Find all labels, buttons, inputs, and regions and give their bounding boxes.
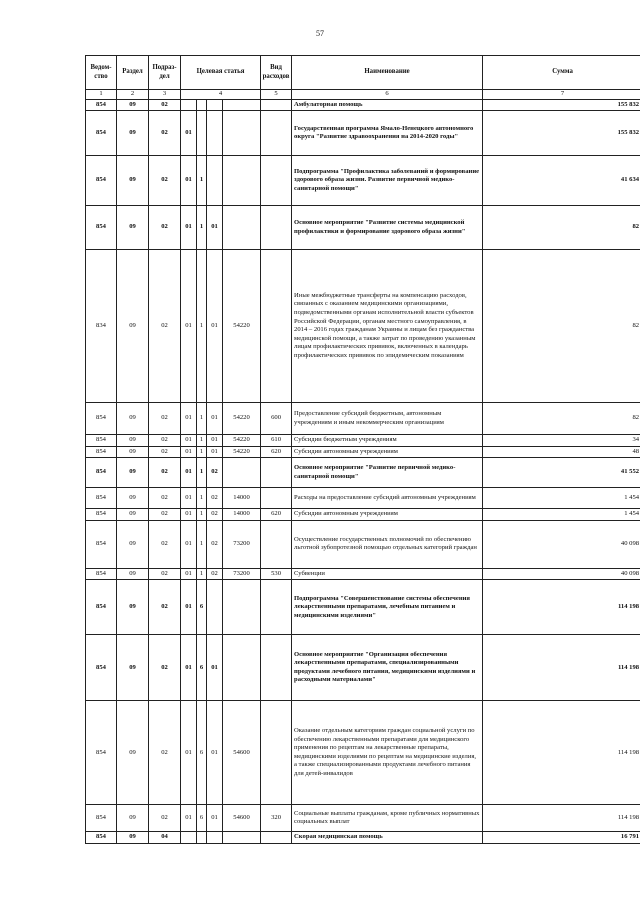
cell-naimenovanie: Субсидии автономным учреждениям [292,446,483,458]
cell-vid-rashodov [261,250,292,403]
cell-summa: 155 832 [483,111,640,156]
cell-naimenovanie: Субсидии бюджетным учреждениям [292,435,483,447]
cell-vid-rashodov [261,520,292,568]
cell-subprogram [197,111,207,156]
header-podrazdel: Подраз-дел [149,56,181,90]
cell-naimenovanie: Социальные выплаты гражданам, кроме публичных нормативных социальных выплат [292,805,483,832]
cell-vid-rashodov [261,580,292,635]
cell-event [207,832,223,844]
cell-event: 02 [207,458,223,488]
cell-podrazdel: 04 [149,832,181,844]
cell-subprogram: 1 [197,458,207,488]
cell-direction [223,99,261,111]
cell-subprogram: 1 [197,206,207,250]
cell-event: 02 [207,568,223,580]
cell-podrazdel: 02 [149,635,181,701]
cell-subprogram: 1 [197,156,207,206]
cell-direction [223,458,261,488]
cell-event: 01 [207,403,223,435]
cell-vedomstvo: 854 [86,701,117,805]
cell-subprogram: 6 [197,805,207,832]
cell-summa: 40 098 [483,568,640,580]
cell-program: 01 [181,568,197,580]
cell-program: 01 [181,111,197,156]
cell-direction: 73200 [223,568,261,580]
cell-program: 01 [181,403,197,435]
cell-vid-rashodov [261,458,292,488]
cell-naimenovanie: Расходы на предоставление субсидий автономным учреждениям [292,488,483,509]
table-row [86,488,640,509]
cell-event: 02 [207,509,223,521]
cell-vid-rashodov [261,99,292,111]
cell-vid-rashodov: 320 [261,805,292,832]
cell-razdel: 09 [117,403,149,435]
table-row [86,635,640,701]
cell-vedomstvo: 854 [86,635,117,701]
cell-direction: 54600 [223,701,261,805]
cell-naimenovanie: Амбулаторная помощь [292,99,483,111]
cell-program: 01 [181,206,197,250]
cell-podrazdel: 02 [149,568,181,580]
col-number: 5 [261,90,292,100]
cell-subprogram: 1 [197,520,207,568]
cell-summa: 82 [483,250,640,403]
cell-direction [223,156,261,206]
table-row [86,580,640,635]
cell-razdel: 09 [117,701,149,805]
cell-subprogram: 6 [197,701,207,805]
cell-vedomstvo: 854 [86,99,117,111]
cell-direction: 54220 [223,403,261,435]
cell-summa: 114 198 [483,805,640,832]
cell-razdel: 09 [117,635,149,701]
cell-event: 01 [207,435,223,447]
cell-naimenovanie: Субвенции [292,568,483,580]
cell-vedomstvo: 834 [86,250,117,403]
cell-direction: 14000 [223,488,261,509]
col-number: 3 [149,90,181,100]
cell-subprogram [197,832,207,844]
cell-vid-rashodov: 620 [261,446,292,458]
col-number: 4 [181,90,261,100]
cell-subprogram: 1 [197,488,207,509]
cell-program: 01 [181,580,197,635]
page-number: 57 [316,29,324,38]
cell-program: 01 [181,635,197,701]
cell-direction: 73200 [223,520,261,568]
cell-razdel: 09 [117,458,149,488]
cell-event: 01 [207,635,223,701]
cell-vedomstvo: 854 [86,206,117,250]
cell-event [207,111,223,156]
cell-event: 01 [207,250,223,403]
table-row [86,403,640,435]
table-row [86,446,640,458]
cell-direction: 54220 [223,435,261,447]
cell-podrazdel: 02 [149,701,181,805]
cell-subprogram: 6 [197,635,207,701]
cell-program: 01 [181,488,197,509]
cell-naimenovanie: Основное мероприятие "Развитие системы медицинской профилактики и формирование здорового образа жизни" [292,206,483,250]
cell-razdel: 09 [117,832,149,844]
cell-program: 01 [181,446,197,458]
header-summa: Сумма [483,56,640,90]
col-number: 2 [117,90,149,100]
table-row [86,111,640,156]
cell-summa: 114 198 [483,701,640,805]
cell-razdel: 09 [117,509,149,521]
cell-razdel: 09 [117,488,149,509]
cell-podrazdel: 02 [149,580,181,635]
numbering-row [86,90,640,100]
cell-razdel: 09 [117,580,149,635]
cell-vid-rashodov: 620 [261,509,292,521]
header-vid-rashodov: Вид расходов [261,56,292,90]
cell-subprogram: 1 [197,250,207,403]
cell-vedomstvo: 854 [86,520,117,568]
cell-event: 01 [207,805,223,832]
cell-razdel: 09 [117,520,149,568]
cell-summa: 82 [483,403,640,435]
header-vedomstvo: Ведом-ство [86,56,117,90]
cell-summa: 16 791 [483,832,640,844]
cell-podrazdel: 02 [149,458,181,488]
cell-naimenovanie: Подпрограмма "Профилактика заболеваний и формирование здорового образа жизни. Развитие первичной медико-санитарной помощи" [292,156,483,206]
cell-event: 01 [207,701,223,805]
cell-subprogram: 6 [197,580,207,635]
cell-direction [223,111,261,156]
cell-naimenovanie: Предоставление субсидий бюджетным, автономным учреждениям и иным некоммерческим организациям [292,403,483,435]
cell-vedomstvo: 854 [86,568,117,580]
cell-summa: 41 552 [483,458,640,488]
cell-naimenovanie: Основное мероприятие "Развитие первичной медико-санитарной помощи" [292,458,483,488]
cell-vid-rashodov [261,832,292,844]
cell-razdel: 09 [117,206,149,250]
cell-program: 01 [181,458,197,488]
cell-vedomstvo: 854 [86,435,117,447]
cell-naimenovanie: Государственная программа Ямало-Ненецкого автономного округа "Развитие здравоохранения на 2014-2020 годы" [292,111,483,156]
table-row [86,206,640,250]
cell-naimenovanie: Скорая медицинская помощь [292,832,483,844]
cell-direction [223,635,261,701]
cell-vedomstvo: 854 [86,111,117,156]
cell-event [207,99,223,111]
cell-podrazdel: 02 [149,520,181,568]
cell-subprogram: 1 [197,568,207,580]
cell-program [181,832,197,844]
budget-table [85,55,640,844]
cell-naimenovanie: Осуществление государственных полномочий по обеспечению льготной зубопротезной помощью отдельных категорий граждан [292,520,483,568]
header-row [86,56,640,90]
cell-vedomstvo: 854 [86,509,117,521]
cell-vid-rashodov [261,635,292,701]
cell-razdel: 09 [117,805,149,832]
cell-program: 01 [181,156,197,206]
cell-naimenovanie: Иные межбюджетные трансферты на компенсацию расходов, связанных с оказанием медицинскими организациями, подведомственными органам исполнительной власти субъектов Российской Федерации, органам местного самоуправления, в 2014 – 2016 годах гражданам Украины и лицам без гражданства медицинской помощи, а также затрат по проведению указанным лицам профилактических прививок, включенных в календарь профилактических прививок по эпидемическим показаниям [292,250,483,403]
cell-podrazdel: 02 [149,805,181,832]
cell-subprogram: 1 [197,446,207,458]
table-row [86,701,640,805]
header-naimenovanie: Наименование [292,56,483,90]
header-celevaya-statya: Целевая статья [181,56,261,90]
cell-vid-rashodov [261,488,292,509]
table-row [86,156,640,206]
cell-vid-rashodov: 610 [261,435,292,447]
cell-vid-rashodov: 600 [261,403,292,435]
cell-direction [223,206,261,250]
table-row [86,568,640,580]
cell-summa: 1 454 [483,488,640,509]
cell-podrazdel: 02 [149,111,181,156]
cell-program: 01 [181,805,197,832]
col-number: 7 [483,90,640,100]
cell-summa: 34 [483,435,640,447]
cell-naimenovanie: Субсидии автономным учреждениям [292,509,483,521]
cell-podrazdel: 02 [149,156,181,206]
table-row [86,509,640,521]
cell-vedomstvo: 854 [86,403,117,435]
cell-summa: 155 832 [483,99,640,111]
cell-program: 01 [181,509,197,521]
col-number: 6 [292,90,483,100]
cell-direction: 54220 [223,250,261,403]
cell-vedomstvo: 854 [86,805,117,832]
cell-program: 01 [181,435,197,447]
table-row [86,805,640,832]
cell-program: 01 [181,701,197,805]
table-row [86,435,640,447]
cell-event: 01 [207,446,223,458]
cell-summa: 82 [483,206,640,250]
cell-summa: 40 098 [483,520,640,568]
cell-event [207,156,223,206]
header-razdel: Раздел [117,56,149,90]
cell-vid-rashodov [261,156,292,206]
cell-direction: 54220 [223,446,261,458]
table-row [86,250,640,403]
cell-summa: 48 [483,446,640,458]
cell-direction: 54600 [223,805,261,832]
cell-podrazdel: 02 [149,99,181,111]
cell-program: 01 [181,520,197,568]
cell-podrazdel: 02 [149,446,181,458]
cell-razdel: 09 [117,250,149,403]
cell-subprogram: 1 [197,509,207,521]
cell-event: 02 [207,488,223,509]
table-row [86,99,640,111]
cell-podrazdel: 02 [149,206,181,250]
cell-podrazdel: 02 [149,403,181,435]
table-row [86,520,640,568]
cell-subprogram [197,99,207,111]
cell-vedomstvo: 854 [86,458,117,488]
cell-podrazdel: 02 [149,509,181,521]
cell-razdel: 09 [117,99,149,111]
cell-vid-rashodov [261,111,292,156]
cell-subprogram: 1 [197,403,207,435]
cell-naimenovanie: Подпрограмма "Совершенствование системы обеспечения лекарственными препаратами, лечебным питанием и медицинскими изделиями" [292,580,483,635]
cell-summa: 1 454 [483,509,640,521]
cell-vid-rashodov [261,206,292,250]
cell-event [207,580,223,635]
cell-direction [223,580,261,635]
col-number: 1 [86,90,117,100]
table-row [86,458,640,488]
cell-naimenovanie: Основное мероприятие "Организация обеспечения лекарственными препаратами, специализированными продуктами лечебного питания, медицинскими изделиями и расходными материалами" [292,635,483,701]
cell-event: 01 [207,206,223,250]
cell-razdel: 09 [117,111,149,156]
cell-razdel: 09 [117,568,149,580]
cell-vedomstvo: 854 [86,580,117,635]
cell-vedomstvo: 854 [86,156,117,206]
cell-vid-rashodov: 530 [261,568,292,580]
cell-direction [223,832,261,844]
cell-podrazdel: 02 [149,250,181,403]
cell-direction: 14000 [223,509,261,521]
cell-summa: 41 634 [483,156,640,206]
cell-vid-rashodov [261,701,292,805]
cell-podrazdel: 02 [149,435,181,447]
cell-event: 02 [207,520,223,568]
cell-razdel: 09 [117,435,149,447]
cell-vedomstvo: 854 [86,832,117,844]
cell-program [181,99,197,111]
cell-razdel: 09 [117,446,149,458]
cell-naimenovanie: Оказание отдельным категориям граждан социальной услуги по обеспечению лекарственными препаратами для медицинского применения по рецептам на лекарственные препараты, медицинскими изделиями по рецептам на медицинские изделия, а также специализированными продуктами лечебного питания для детей-инвалидов [292,701,483,805]
cell-summa: 114 198 [483,580,640,635]
cell-razdel: 09 [117,156,149,206]
cell-podrazdel: 02 [149,488,181,509]
cell-subprogram: 1 [197,435,207,447]
cell-vedomstvo: 854 [86,488,117,509]
cell-summa: 114 198 [483,635,640,701]
cell-program: 01 [181,250,197,403]
cell-vedomstvo: 854 [86,446,117,458]
table-row [86,832,640,844]
